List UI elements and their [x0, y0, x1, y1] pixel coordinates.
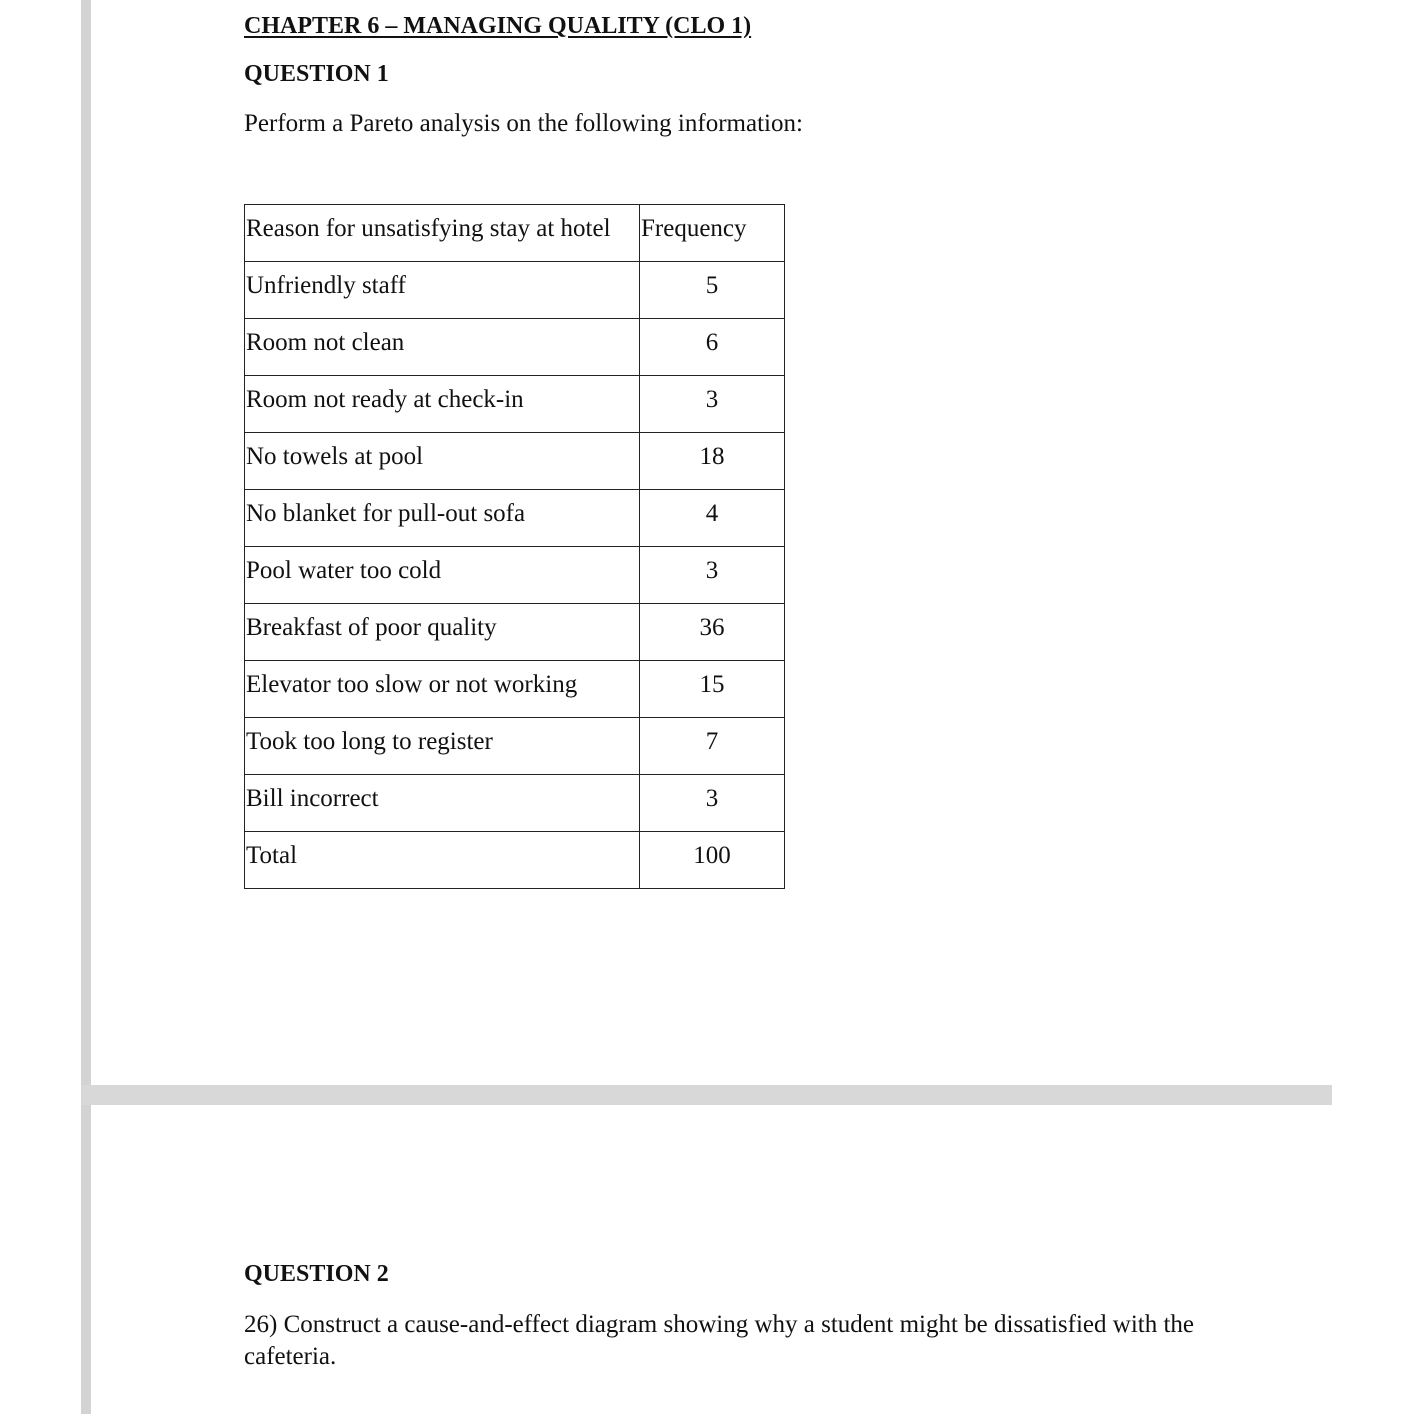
- table-row: [245, 718, 785, 775]
- reason-cell: No blanket for pull-out sofa: [245, 490, 640, 547]
- reason-cell: Bill incorrect: [245, 775, 640, 832]
- frequency-cell: 3: [640, 775, 785, 832]
- table-row: [245, 775, 785, 832]
- frequency-cell: 18: [640, 433, 785, 490]
- table-row: [245, 319, 785, 376]
- frequency-cell: 4: [640, 490, 785, 547]
- table-row: [245, 490, 785, 547]
- total-value-cell: 100: [640, 832, 785, 889]
- frequency-cell: 5: [640, 262, 785, 319]
- question-2-text: 26) Construct a cause-and-effect diagram showing why a student might be dissatisfied with the cafeteria.: [244, 1311, 1194, 1370]
- table-total-row: [245, 832, 785, 889]
- hotel-complaints-table: [244, 204, 785, 889]
- reason-cell: Room not ready at check-in: [245, 376, 640, 433]
- frequency-cell: 6: [640, 319, 785, 376]
- frequency-cell: 3: [640, 376, 785, 433]
- page-separator: [81, 1085, 1332, 1105]
- table-header-row: [245, 205, 785, 262]
- table-row: [245, 433, 785, 490]
- document-page-1: [91, 0, 1414, 1085]
- frequency-cell: 36: [640, 604, 785, 661]
- page-left-shadow: [81, 0, 91, 1414]
- reason-cell: Pool water too cold: [245, 547, 640, 604]
- question-2-heading: QUESTION 2: [244, 1261, 389, 1287]
- viewer-right-margin: [1332, 1085, 1414, 1414]
- table-row: [245, 604, 785, 661]
- table-row: [245, 376, 785, 433]
- reason-cell: Breakfast of poor quality: [245, 604, 640, 661]
- viewer-left-margin: [0, 0, 81, 1414]
- reason-cell: No towels at pool: [245, 433, 640, 490]
- frequency-cell: 15: [640, 661, 785, 718]
- total-label-cell: Total: [245, 832, 640, 889]
- reason-cell: Unfriendly staff: [245, 262, 640, 319]
- frequency-cell: 3: [640, 547, 785, 604]
- reason-cell: Room not clean: [245, 319, 640, 376]
- reason-cell: Took too long to register: [245, 718, 640, 775]
- question-1-instruction: Perform a Pareto analysis on the following information:: [244, 110, 803, 137]
- frequency-cell: 7: [640, 718, 785, 775]
- table-row: [245, 547, 785, 604]
- document-page-2: [91, 1105, 1332, 1414]
- column-header-frequency: Frequency: [640, 205, 785, 262]
- chapter-title: CHAPTER 6 – MANAGING QUALITY (CLO 1): [244, 13, 752, 39]
- question-1-heading: QUESTION 1: [244, 61, 389, 87]
- column-header-reason: Reason for unsatisfying stay at hotel: [245, 205, 640, 262]
- table-row: [245, 661, 785, 718]
- table-row: [245, 262, 785, 319]
- reason-cell: Elevator too slow or not working: [245, 661, 640, 718]
